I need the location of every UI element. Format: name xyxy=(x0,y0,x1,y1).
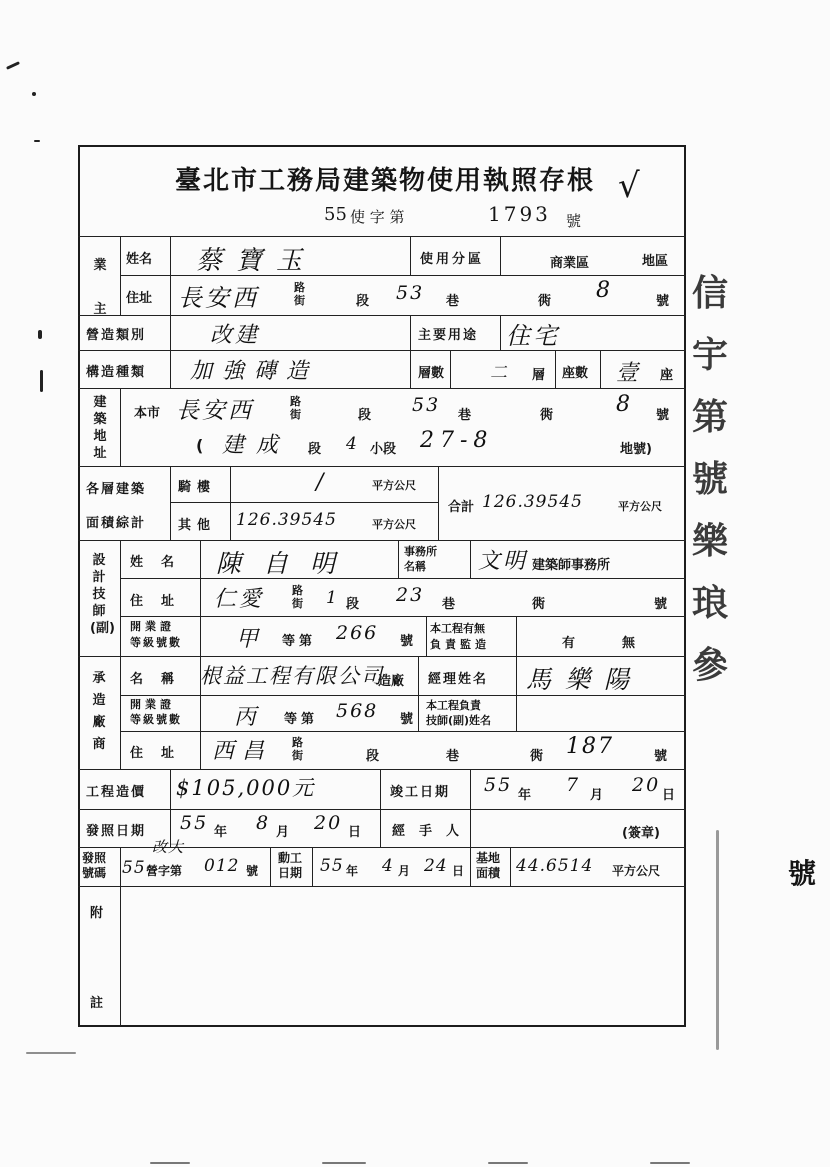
completion-month-word: 月 xyxy=(590,788,604,803)
col-line xyxy=(426,616,427,656)
col-line xyxy=(120,847,121,1026)
site-district-word: 段 xyxy=(308,442,322,457)
col-line xyxy=(410,236,411,275)
site-street: 長安西 xyxy=(176,398,254,424)
scan-mark xyxy=(488,1162,528,1164)
floors-label: 層數 xyxy=(418,366,445,381)
col-line xyxy=(500,315,501,350)
col-line xyxy=(516,656,517,731)
site-number-word: 號 xyxy=(656,408,670,423)
scan-mark xyxy=(322,1162,366,1164)
contractor-license-label-1: 開業證 xyxy=(130,698,175,711)
side-stamp-char: 琅 xyxy=(692,582,729,624)
contractor-license-grade: 丙 xyxy=(234,705,260,730)
floors-value: 二 xyxy=(490,363,508,383)
side-stamp-char: 樂 xyxy=(692,520,729,562)
col-line xyxy=(516,616,517,656)
designer-address-lane: 23 xyxy=(396,584,425,606)
site-subsection-word: 小段 xyxy=(370,442,397,457)
col-line xyxy=(500,236,501,275)
permit-year: 55 xyxy=(122,858,146,878)
start-day-word: 日 xyxy=(452,864,465,878)
contractor-address-label: 住址 xyxy=(130,746,193,761)
col-line xyxy=(312,847,313,886)
site-lot-word: 地號) xyxy=(620,442,652,457)
scan-mark xyxy=(38,330,42,339)
start-label-2: 日期 xyxy=(278,866,303,880)
col-line xyxy=(418,656,419,731)
completion-year: 55 xyxy=(484,774,513,796)
side-stamp-char: 宇 xyxy=(692,334,729,376)
site-road-label: 路街 xyxy=(290,395,301,421)
total-area-unit: 平方公尺 xyxy=(618,500,662,513)
side-stamp-char: 號 xyxy=(692,458,729,500)
side-stamp-right-char: 號 xyxy=(788,857,817,890)
designer-name-value: 陳自明 xyxy=(216,549,358,578)
col-line xyxy=(470,540,471,578)
area-label-2: 面積綜計 xyxy=(86,516,147,531)
site-subsection: 4 xyxy=(346,434,358,454)
start-year: 55 xyxy=(320,856,344,876)
col-line xyxy=(380,769,381,847)
check-mark-icon: √ xyxy=(618,166,640,206)
designer-license-no: 266 xyxy=(336,622,379,644)
designer-office-label-2: 名稱 xyxy=(404,560,426,573)
col-line xyxy=(170,315,171,388)
scan-mark xyxy=(34,140,40,142)
permit-type: 營字第 xyxy=(146,864,183,878)
designer-address-street: 仁愛 xyxy=(214,587,265,612)
site-section-word: 段 xyxy=(358,408,372,423)
designer-license-no-word: 號 xyxy=(400,634,414,649)
row-line xyxy=(78,656,686,657)
zone-label: 使用分區 xyxy=(420,252,485,267)
owner-alley-word: 衖 xyxy=(538,294,552,309)
contractor-number-word: 號 xyxy=(654,749,668,764)
start-label-1: 動工 xyxy=(278,851,303,865)
start-month: 4 xyxy=(382,856,394,876)
start-month-word: 月 xyxy=(398,864,411,878)
base-label-2: 面積 xyxy=(476,866,501,880)
contractor-address-street: 西昌 xyxy=(212,739,273,764)
permit-label-2: 號碼 xyxy=(82,866,107,880)
doc-type: 使 字 第 xyxy=(350,208,405,226)
designer-address-section: 1 xyxy=(326,588,338,608)
issue-date-label: 發照日期 xyxy=(86,824,147,839)
start-year-word: 年 xyxy=(346,864,359,878)
site-number: 8 xyxy=(616,392,633,417)
handler-label: 經手人 xyxy=(392,824,474,839)
site-lot: 27-8 xyxy=(420,428,494,453)
notes-label-bottom: 註 xyxy=(90,996,104,1011)
col-line xyxy=(398,540,399,578)
row-line xyxy=(170,502,438,503)
zone-suffix: 地區 xyxy=(642,254,669,269)
construction-type-value: 改建 xyxy=(210,323,261,348)
designer-name-label: 姓名 xyxy=(130,555,193,570)
issue-month-word: 月 xyxy=(276,825,290,840)
scan-mark xyxy=(650,1162,690,1164)
page-title: 臺北市工務局建築物使用執照存根 xyxy=(174,166,595,196)
manager-label: 經理姓名 xyxy=(428,672,489,687)
scan-mark xyxy=(40,370,43,392)
completion-label: 竣工日期 xyxy=(390,785,451,800)
site-section-label: 建築地址 xyxy=(93,395,107,461)
completion-day-word: 日 xyxy=(662,788,676,803)
structure-value: 加強磚造 xyxy=(190,359,319,384)
col-line xyxy=(450,350,451,388)
total-area-label: 合計 xyxy=(448,500,475,515)
issue-year-word: 年 xyxy=(214,825,228,840)
col-line xyxy=(410,315,411,388)
designer-license-grade-word: 等第 xyxy=(282,634,317,649)
other-area-unit: 平方公尺 xyxy=(372,518,416,531)
other-area-label: 其他 xyxy=(178,518,217,533)
supervise-label-2: 負責監造 xyxy=(430,638,490,651)
issue-day: 20 xyxy=(314,812,343,834)
issue-day-word: 日 xyxy=(348,825,362,840)
contractor-road-label: 路街 xyxy=(292,736,303,762)
bldg-count-label: 座數 xyxy=(562,366,589,381)
row-line xyxy=(120,731,686,732)
contractor-section-label: 承造廠商 xyxy=(92,671,106,752)
base-label-1: 基地 xyxy=(476,851,501,865)
start-day: 24 xyxy=(424,856,448,876)
tech-label-2: 技師(副)姓名 xyxy=(426,714,492,727)
col-line xyxy=(230,466,231,540)
col-line xyxy=(120,388,121,466)
total-area-value: 126.39545 xyxy=(482,492,583,512)
bldg-count-value: 壹 xyxy=(616,361,642,386)
col-line xyxy=(120,236,121,315)
col-line xyxy=(555,350,556,388)
zone-value: 商業區 xyxy=(550,256,590,271)
owner-road-label: 路街 xyxy=(294,281,305,307)
site-city-label: 本市 xyxy=(134,406,161,421)
owner-address-number: 8 xyxy=(596,278,613,303)
owner-name-value: 蔡寶玉 xyxy=(196,246,317,276)
owner-address-lane: 53 xyxy=(396,282,425,304)
issue-year: 55 xyxy=(180,812,209,834)
col-line xyxy=(438,466,439,540)
side-stamp xyxy=(692,262,738,696)
scan-mark xyxy=(26,1052,76,1054)
arcade-label: 騎樓 xyxy=(178,480,217,495)
scan-mark xyxy=(716,830,719,1050)
owner-address-street: 長安西 xyxy=(178,284,259,312)
other-area-value: 126.39545 xyxy=(236,510,337,530)
contractor-license-label-2: 等級號數 xyxy=(130,713,182,726)
designer-office-suffix: 建築師事務所 xyxy=(532,558,611,573)
contractor-license-no-word: 號 xyxy=(400,712,414,727)
col-line xyxy=(510,847,511,886)
completion-month: 7 xyxy=(566,774,581,796)
col-line xyxy=(200,540,201,769)
construction-type-label: 營造類別 xyxy=(86,328,147,343)
scan-mark xyxy=(150,1162,190,1164)
base-unit: 平方公尺 xyxy=(612,864,661,878)
supervise-value: 有 xyxy=(562,636,576,651)
designer-section-word: 段 xyxy=(346,597,360,612)
manager-value: 馬樂陽 xyxy=(526,665,644,694)
designer-license-label-2: 等級號數 xyxy=(130,636,182,649)
designer-number-word: 號 xyxy=(654,597,668,612)
contractor-name-value: 根益工程有限公司 xyxy=(200,664,384,688)
col-line xyxy=(120,540,121,769)
row-line xyxy=(78,388,686,389)
owner-section-word: 段 xyxy=(356,294,370,309)
site-alley-word: 衖 xyxy=(540,408,554,423)
contractor-license-grade-word: 等第 xyxy=(284,712,319,727)
col-line xyxy=(600,350,601,388)
base-value: 44.6514 xyxy=(516,856,594,876)
designer-lane-word: 巷 xyxy=(442,597,456,612)
doc-suffix: 號 xyxy=(566,212,582,230)
designer-license-grade: 甲 xyxy=(236,627,262,652)
completion-year-word: 年 xyxy=(518,788,532,803)
row-line xyxy=(120,578,686,579)
main-use-label: 主要用途 xyxy=(418,328,479,343)
supervise-label-1: 本工程有無 xyxy=(430,622,485,635)
designer-office-value: 文明 xyxy=(478,549,529,574)
permit-handwritten-note: 改大 xyxy=(152,838,185,856)
tech-label-1: 本工程負責 xyxy=(426,699,481,712)
owner-section-label: 業主 xyxy=(93,258,107,317)
cost-label: 工程造價 xyxy=(86,785,147,800)
main-use-value: 住宅 xyxy=(506,322,560,350)
supervise-none: 無 xyxy=(622,636,636,651)
designer-address-label: 住址 xyxy=(130,594,193,609)
notes-label-top: 附 xyxy=(90,906,104,921)
scan-mark xyxy=(32,92,36,96)
contractor-lane-word: 巷 xyxy=(446,749,460,764)
permit-number-word: 號 xyxy=(246,864,259,878)
contractor-address-number: 187 xyxy=(566,734,614,759)
scan-mark xyxy=(6,61,20,70)
doc-prefix: 55 xyxy=(324,204,347,225)
side-stamp-char: 信 xyxy=(692,272,729,314)
area-label-1: 各層建築 xyxy=(86,482,147,497)
contractor-name-label: 名稱 xyxy=(130,672,193,687)
contractor-name-suffix: 造廠 xyxy=(378,674,405,689)
side-stamp-char: 第 xyxy=(692,396,729,438)
permit-number: 012 xyxy=(204,856,240,876)
structure-label: 構造種類 xyxy=(86,365,147,380)
designer-section-label: 設計技師(副) xyxy=(90,553,115,636)
owner-address-label: 住址 xyxy=(126,291,153,306)
contractor-section-word: 段 xyxy=(366,749,380,764)
owner-number-word: 號 xyxy=(656,294,670,309)
row-line xyxy=(120,616,686,617)
side-stamp-char: 參 xyxy=(692,644,729,686)
arcade-unit: 平方公尺 xyxy=(372,479,416,492)
designer-road-label: 路街 xyxy=(292,584,303,610)
row-line xyxy=(78,886,686,887)
completion-day: 20 xyxy=(632,774,661,796)
site-lane-word: 巷 xyxy=(458,408,472,423)
bldg-count-unit: 座 xyxy=(660,368,674,383)
site-paren: ( xyxy=(196,436,204,455)
arcade-value: / xyxy=(316,470,327,495)
row-line xyxy=(78,540,686,541)
permit-label-1: 發照 xyxy=(82,851,107,865)
owner-lane-word: 巷 xyxy=(446,294,460,309)
doc-number: 1793 xyxy=(488,202,551,226)
seal-label: (簽章) xyxy=(622,826,660,841)
issue-month: 8 xyxy=(256,812,271,834)
col-line xyxy=(270,847,271,886)
site-lane: 53 xyxy=(412,394,441,416)
col-line xyxy=(170,466,171,540)
col-line xyxy=(470,847,471,886)
contractor-license-no: 568 xyxy=(336,700,379,722)
floors-unit: 層 xyxy=(532,368,546,383)
site-district: 建成 xyxy=(222,433,291,458)
cost-value: $105,000元 xyxy=(176,776,316,800)
contractor-alley-word: 衖 xyxy=(530,749,544,764)
designer-alley-word: 衖 xyxy=(532,597,546,612)
owner-name-label: 姓名 xyxy=(126,252,153,267)
designer-office-label-1: 事務所 xyxy=(404,545,437,558)
designer-license-label-1: 開業證 xyxy=(130,620,175,633)
col-line xyxy=(170,236,171,315)
